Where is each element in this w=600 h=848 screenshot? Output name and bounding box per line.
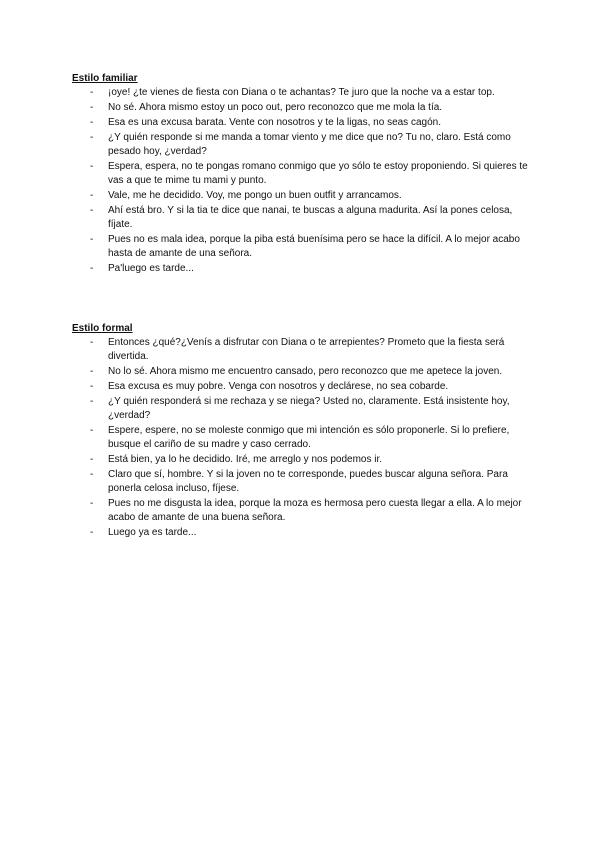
dialogue-line: ¿Y quién responde si me manda a tomar viento y me dice que no? Tu no, claro. Está como pesado hoy, ¿verdad?: [108, 132, 511, 157]
bullet-dash: -: [90, 205, 94, 216]
dialogue-line: No sé. Ahora mismo estoy un poco out, pero reconozco que me mola la tía.: [108, 102, 443, 113]
dialogue-line: Pues no es mala idea, porque la piba está buenísima pero se hace la difícil. A lo mejor acabo hasta de amante de una señora.: [108, 234, 520, 259]
bullet-dash: -: [90, 527, 94, 538]
bullet-dash: -: [90, 102, 94, 113]
bullet-dash: -: [90, 366, 94, 377]
dialogue-line: Espere, espere, no se moleste conmigo que mi intención es sólo proponerle. Si lo prefiere, busque el cariño de su madre y caso cerrado.: [108, 425, 510, 450]
dialogue-line: ¿Y quién responderá si me rechaza y se niega? Usted no, claramente. Está insistente hoy, ¿verdad?: [108, 396, 510, 421]
list-item: [72, 131, 532, 159]
dialogue-line: Pa'luego es tarde...: [108, 263, 194, 274]
dialogue-line: Pues no me disgusta la idea, porque la moza es hermosa pero cuesta llegar a ella. A lo mejor acabo de amante de una buena señora.: [108, 498, 522, 523]
bullet-dash: -: [90, 337, 94, 348]
bullet-dash: -: [90, 117, 94, 128]
list-item: [72, 336, 532, 364]
list-item: [72, 526, 532, 540]
dialogue-line: Está bien, ya lo he decidido. Iré, me arreglo y nos podemos ir.: [108, 454, 383, 465]
list-item: [72, 160, 532, 188]
bullet-dash: -: [90, 234, 94, 245]
list-item: [72, 262, 532, 276]
list-item: [72, 453, 532, 467]
bullet-dash: -: [90, 469, 94, 480]
list-item: [72, 497, 532, 525]
list-item: [72, 380, 532, 394]
list-item: [72, 116, 532, 130]
list-item: [72, 189, 532, 203]
bullet-dash: -: [90, 263, 94, 274]
dialogue-line: Esa es una excusa barata. Vente con nosotros y te la ligas, no seas cagón.: [108, 117, 441, 128]
bullet-dash: -: [90, 161, 94, 172]
bullet-dash: -: [90, 190, 94, 201]
bullet-dash: -: [90, 425, 94, 436]
dialogue-list-formal: [72, 336, 532, 540]
section-estilo-formal: [72, 322, 532, 541]
dialogue-line: Vale, me he decidido. Voy, me pongo un buen outfit y arrancamos.: [108, 190, 402, 201]
bullet-dash: -: [90, 498, 94, 509]
list-item: [72, 468, 532, 496]
section-estilo-familiar: [72, 72, 532, 277]
list-item: [72, 365, 532, 379]
section-heading-familiar: Estilo familiar: [72, 73, 138, 84]
section-heading-formal: Estilo formal: [72, 323, 133, 334]
dialogue-line: Esa excusa es muy pobre. Venga con nosotros y declárese, no sea cobarde.: [108, 381, 449, 392]
dialogue-line: Ahí está bro. Y si la tia te dice que nanai, te buscas a alguna madurita. Así la pones celosa, fíjate.: [108, 205, 513, 230]
list-item: [72, 86, 532, 100]
bullet-dash: -: [90, 454, 94, 465]
dialogue-line: ¡oye! ¿te vienes de fiesta con Diana o te achantas? Te juro que la noche va a estar top.: [108, 87, 495, 98]
dialogue-line: Entonces ¿qué?¿Venís a disfrutar con Diana o te arrepientes? Prometo que la fiesta será divertida.: [108, 337, 505, 362]
list-item: [72, 424, 532, 452]
dialogue-line: Luego ya es tarde...: [108, 527, 197, 538]
bullet-dash: -: [90, 396, 94, 407]
dialogue-list-familiar: [72, 86, 532, 276]
bullet-dash: -: [90, 381, 94, 392]
list-item: [72, 395, 532, 423]
list-item: [72, 204, 532, 232]
list-item: [72, 233, 532, 261]
dialogue-line: Espera, espera, no te pongas romano conmigo que yo sólo te estoy proponiendo. Si quieres te vas a que te mime tu mami y punto.: [108, 161, 528, 186]
bullet-dash: -: [90, 132, 94, 143]
dialogue-line: No lo sé. Ahora mismo me encuentro cansado, pero reconozco que me apetece la joven.: [108, 366, 503, 377]
bullet-dash: -: [90, 87, 94, 98]
dialogue-line: Claro que sí, hombre. Y si la joven no te corresponde, puedes buscar alguna señora. Para ponerla celosa incluso, fíjese.: [108, 469, 508, 494]
list-item: [72, 101, 532, 115]
